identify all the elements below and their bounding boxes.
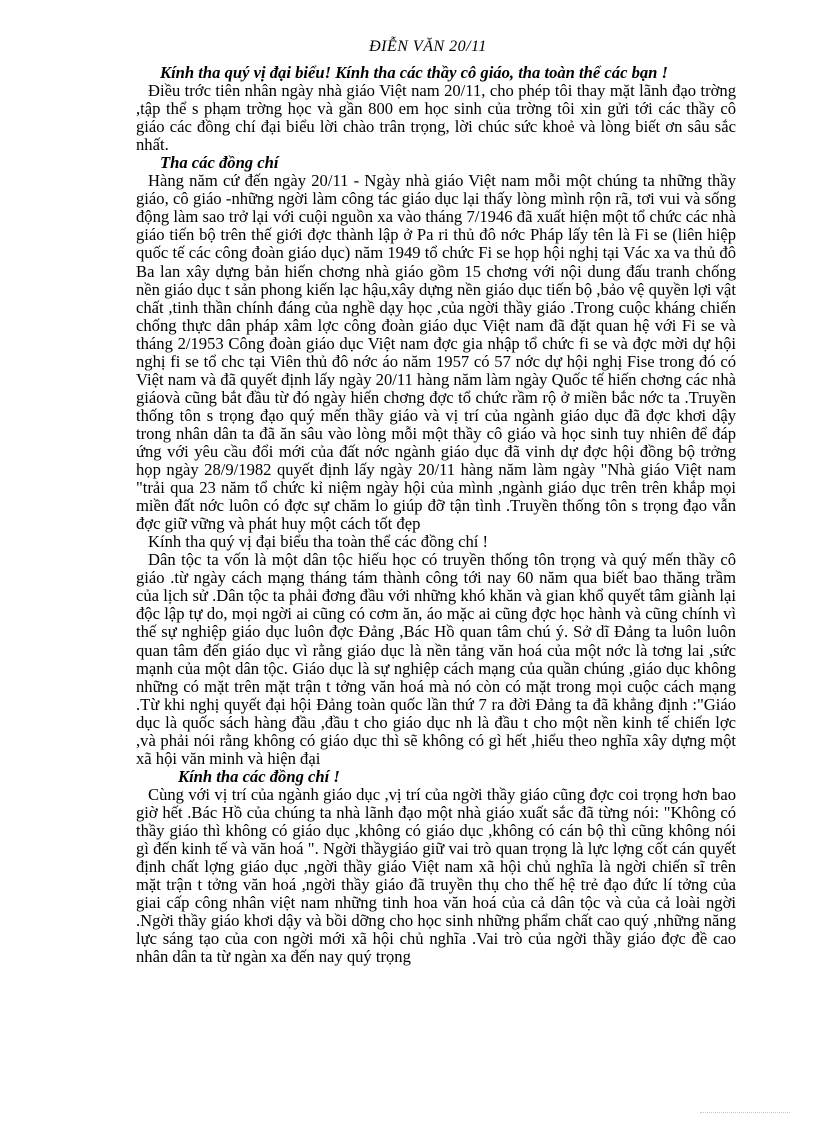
greeting-comrades-2: Kính tha các đồng chí ! <box>178 766 340 786</box>
paragraph-tradition: Dân tộc ta vốn là một dân tộc hiếu học có truyền thống tôn trọng và quý mến thầy cô giáo .từ ngày cách mạng tháng tám thành công tới nay 60 năm qua biết bao thăng trầm của lịch sử .Dân tộc ta phải đơng đầu với những khó khăn và gian khổ quyết tâm giành lại độc lập tự do, mọi ngời ai cũng có cơm ăn, áo mặc ai cũng đợc học hành và cũng chính vì thế sự nghiệp giáo dục luôn đợc Đảng ,Bác Hồ quan tâm chú ý. Sở dĩ Đảng ta luôn luôn quan tâm đến giáo dục vì rằng giáo dục là nền tảng văn hoá của một nớc là tơng lai ,sức mạnh của một dân tộc. Giáo dục là sự nghiệp cách mạng của quần chúng ,giáo dục không những có mặt trên mặt trận t tởng văn hoá mà nó còn có mặt trong mọi cuộc cách mạng .Từ khi nghị quyết đại hội Đảng toàn quốc lần thứ 7 ra đời Đảng ta đã khẳng định :"Giáo dục là quốc sách hàng đầu ,đầu t cho giáo dục nh là đầu t cho một nền kinh tế chiến lợc ,và phải nói rằng không có giáo dục thì sẽ không có gì hết ,hiểu theo nghĩa xây dựng một xã hội văn minh và hiện đại <box>136 550 736 768</box>
paragraph-intro: Điều trớc tiên nhân ngày nhà giáo Việt nam 20/11, cho phép tôi thay mặt lãnh đạo trờng ,tập thể s phạm trờng học và gần 800 em học sinh của trờng tôi xin gửi tới các thầy cô giáo các đồng chí đại biểu lời chào trân trọng, lời chúc sức khoẻ và lòng biết ơn sâu sắc nhất. <box>136 81 736 155</box>
greeting-delegates: Kính tha quý vị đại biểu tha toàn thể các đồng chí ! <box>148 532 489 552</box>
paragraph-history: Hàng năm cứ đến ngày 20/11 - Ngày nhà giáo Việt nam mỗi một chúng ta những thầy giáo, cô giáo -những ngời làm công tác giáo dục lại thấy lòng mình rộn rã, tơi vui và sống động làm sao trở lại với cuội nguồn xa vào tháng 7/1946 đã xuất hiện một tổ chức các nhà giáo tiến bộ trên thế giới đợc thành lập ở Pa ri thủ đô nớc Pháp lấy tên là Fi se (liên hiệp quốc tế các công đoàn giáo dục) năm 1949 tổ chức Fi se họp hội nghị tại Vác xa va thủ đô Ba lan xây dựng bản hiến chơng nhà giáo gồm 15 chơng với nội dung đấu tranh chống nền giáo dục t sản phong kiến lạc hậu,xây dựng nền giáo dục tiến bộ ,bảo vệ quyền lợi vật chất ,tinh thần chính đáng của nghề dạy học ,của ngời thầy giáo .Trong cuộc kháng chiến chống thực dân pháp xâm lợc công đoàn giáo dục Việt nam đã đặt quan hệ với Fi se và tháng 2/1953 Công đoàn giáo dục Việt nam đợc gia nhập tổ chức fi se và đợc mời dự hội nghị fi se tổ chc tại Viên thủ đô nớc áo năm 1957 có 57 nớc dự hội nghị Fise trong đó có Việt nam và đã quyết định lấy ngày 20/11 hàng năm làm ngày Quốc tế hiến chơng các nhà giáovà cũng bắt đầu từ đó ngày hiến chơng đợc tổ chức rầm rộ ở miền bắc nớc ta .Truyền thống tôn s trọng đạo quý mến thầy giáo và vị trí của ngành giáo dục đã đợc khơi dậy trong nhân dân ta đã ăn sâu vào lòng mỗi một thầy cô giáo và học sinh tuy nhiên để đáp ứng với yêu cầu đổi mới của đất nớc ngành giáo dục đã vinh dự đợc hội đồng bộ trởng họp ngày 28/9/1982 quyết định lấy ngày 20/11 hàng năm làm ngày "Nhà giáo Việt nam "trải qua 23 năm tổ chức kỉ niệm ngày hội của mình ,ngành giáo dục trên trên khắp mọi miền đất nớc luôn có đợc sự chăm lo giúp đỡ tận tình .Truyền thống tôn s trọng đạo vẫn đợc giữ vững và phát huy một cách tốt đẹp <box>136 171 736 534</box>
opening-greeting: Kính tha quý vị đại biểu! Kính tha các thầy cô giáo, tha toàn thể các bạn ! <box>160 63 669 82</box>
document-title: ĐIỄN VĂN 20/11 <box>369 38 487 55</box>
greeting-comrades: Tha các đồng chí <box>160 153 279 173</box>
paragraph-teacher-role: Cùng với vị trí của ngành giáo dục ,vị trí của ngời thầy giáo cũng đợc coi trọng hơn bao giờ hết .Bác Hồ của chúng ta nhà lãnh đạo một nhà giáo xuất sắc đã từng nói: "Không có thầy giáo thì không có giáo dục ,không có giáo dục ,không có cán bộ thì cũng không nói gì đến kinh tế và văn hoá ". Ngời thầygiáo giữ vai trò quan trọng là lực lợng cốt cán quyết định chất lợng giáo dục ,ngời thầy giáo Việt nam xã hội chủ nghĩa là ngời chiến sĩ trên mặt trận t tởng văn hoá ,ngời thầy giáo đã truyền thụ cho thế hệ trẻ đạo đức lí tởng của giai cấp công nhân việt nam những tinh hoa văn hoá của cả dân tộc và của cả loài ngời .Ngời thầy giáo khơi dậy và bồi dỡng cho học sinh những phẩm chất cao quý ,những năng lực sáng tạo của con ngời mới xã hội chủ nghĩa .Vai trò của ngời thầy giáo đợc đề cao nhân dân ta từ ngàn xa đến nay quý trọng <box>136 784 736 967</box>
document-body <box>136 64 736 966</box>
page-footer-line <box>700 1112 790 1115</box>
